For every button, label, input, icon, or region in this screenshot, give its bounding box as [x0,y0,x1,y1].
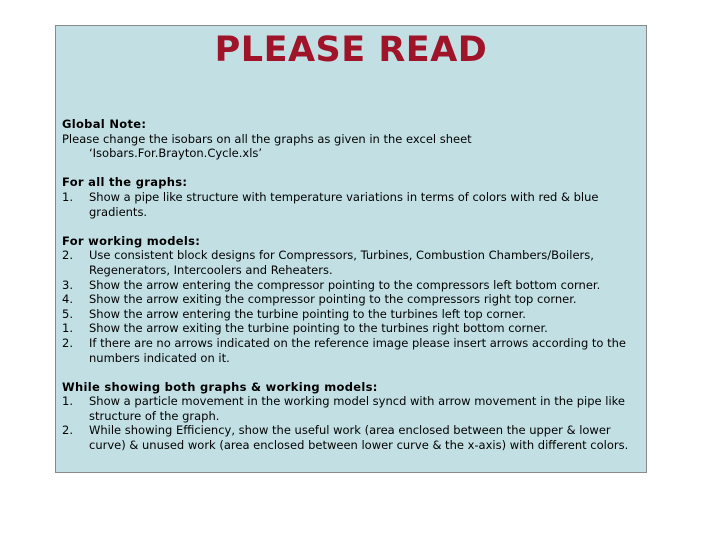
working-models-heading: For working models: [62,233,201,248]
list-item [62,190,642,219]
list-item [62,307,642,322]
all-graphs-heading: For all the graphs: [62,175,188,190]
all-graphs-section [62,175,642,219]
both-heading: While showing both graphs & working models: [62,379,378,394]
global-note-section [62,117,642,161]
item-text: Show the arrow entering the turbine pointing to the turbines left top corner. [89,306,526,321]
list-item [62,423,642,452]
list-item [62,321,642,336]
item-text: While showing Efficiency, show the useful work (area enclosed between the upper & lower curve) & unused work (area enclosed between lower curve & the x-axis) with different colors. [89,423,629,453]
item-number: 1. [62,394,73,409]
item-number: 4. [62,292,73,307]
list-item [62,394,642,423]
global-note-line: Please change the isobars on all the graphs as given in the excel sheet [62,131,472,146]
list-item [62,292,642,307]
item-text: Show the arrow exiting the compressor pointing to the compressors right top corner. [89,292,577,307]
item-text: Show the arrow entering the compressor pointing to the compressors left bottom corner. [89,277,601,292]
global-note-filename: ‘Isobars.For.Brayton.Cycle.xls’ [89,146,263,161]
item-number: 2. [62,423,73,438]
item-number: 5. [62,306,73,321]
item-number: 1. [62,189,73,204]
item-text: Show a particle movement in the working model syncd with arrow movement in the pipe like structure of the graph. [89,394,625,423]
item-text: Show the arrow exiting the turbine pointing to the turbines right bottom corner. [89,321,548,336]
item-number: 1. [62,321,73,336]
both-section [62,380,642,453]
list-item [62,278,642,293]
item-number: 3. [62,277,73,292]
list-item [62,248,642,277]
global-note-heading: Global Note: [62,117,147,131]
item-text: Show a pipe like structure with temperature variations in terms of colors with red & blue gradients. [89,189,599,219]
notes-panel [55,25,647,473]
list-item [62,336,642,365]
item-number: 2. [62,335,73,350]
item-text: Use consistent block designs for Compressors, Turbines, Combustion Chambers/Boilers, Regenerators, Intercoolers and Reheaters. [89,248,594,277]
working-models-section [62,234,642,365]
page-title: PLEASE READ [214,30,488,70]
notes-content [62,117,642,467]
item-number: 2. [62,248,73,263]
item-text: If there are no arrows indicated on the reference image please insert arrows according to the numbers indicated on it. [89,335,626,365]
